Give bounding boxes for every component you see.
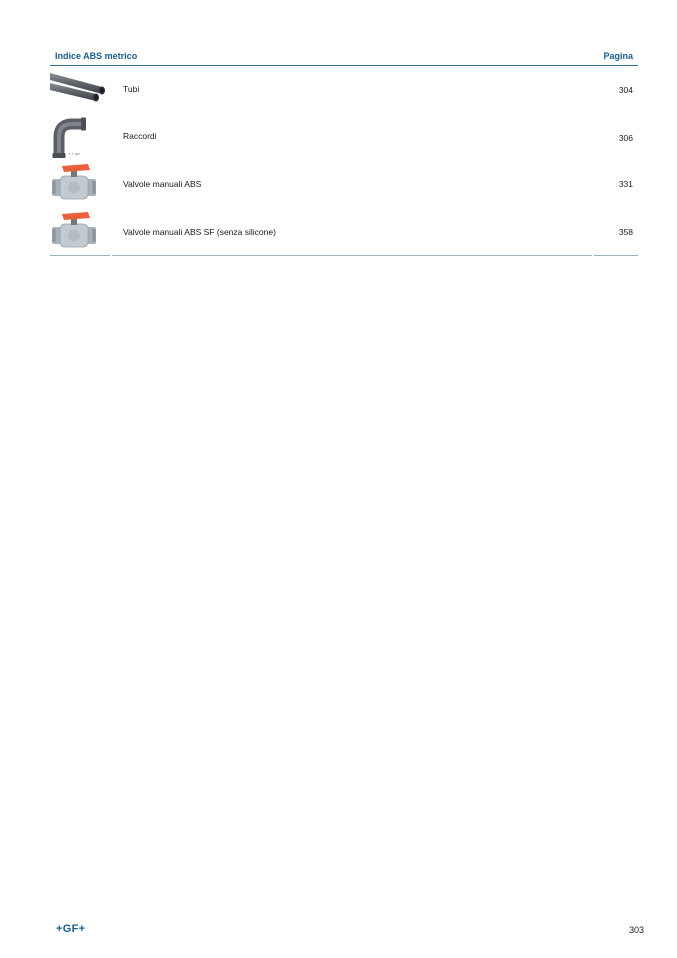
row-page: 331 [618,179,633,189]
row-page: 358 [618,226,633,237]
pipe-icon [50,67,110,112]
row-label: Tubi [123,84,140,94]
index-row-tubi[interactable] [50,66,638,114]
gf-logo: +GF+ [56,923,86,935]
page-column-header: Pagina [603,51,633,61]
row-label: Raccordi [123,130,157,141]
index-row-valvole[interactable] [50,161,638,209]
row-label: Valvole manuali ABS SF (senza silicone) [123,226,276,237]
ball-valve-icon [50,162,110,207]
index-header [50,49,638,66]
index-table [50,66,638,256]
svg-text:↑ ↑ 90°: ↑ ↑ 90° [68,151,81,156]
elbow-fitting-icon [50,115,110,160]
index-title: Indice ABS metrico [55,51,138,61]
page-number: 303 [628,925,644,935]
row-label: Valvole manuali ABS [123,179,202,189]
row-page: 306 [618,132,633,143]
ball-valve-icon [50,210,110,255]
index-row-raccordi[interactable] [50,114,638,162]
index-row-valvole-sf[interactable] [50,209,638,257]
row-page: 304 [618,85,633,95]
